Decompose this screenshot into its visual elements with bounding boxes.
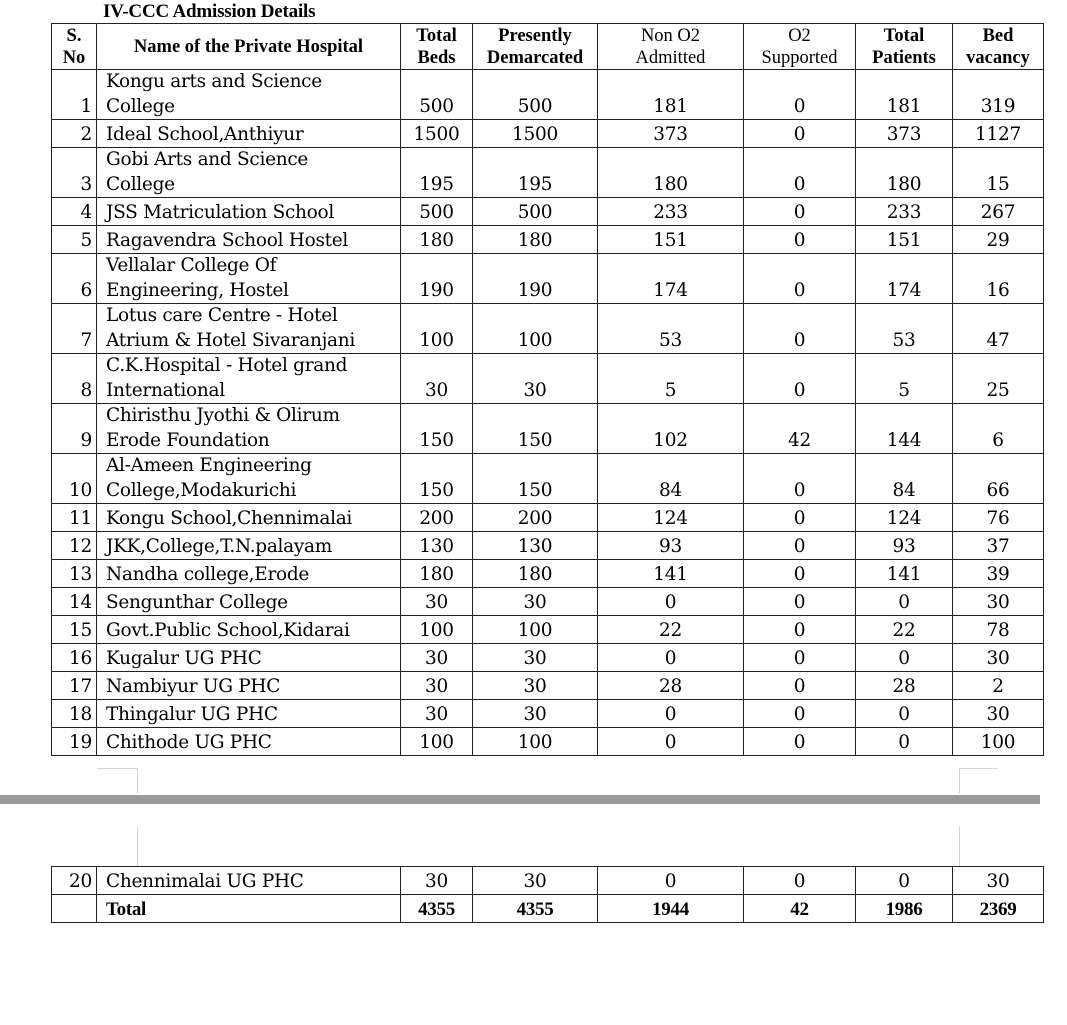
row-sno: 15	[52, 616, 97, 644]
row-presently-demarcated: 30	[473, 588, 598, 616]
row-presently-demarcated: 500	[473, 198, 598, 226]
row-non-o2-admitted: 28	[598, 672, 744, 700]
row-bed-vacancy: 66	[953, 454, 1044, 504]
table-row	[52, 198, 1044, 226]
row-total-patients: 22	[856, 616, 953, 644]
row-non-o2-admitted: 0	[598, 700, 744, 728]
row-total-patients: 5	[856, 354, 953, 404]
row-total-patients: 0	[856, 588, 953, 616]
row-sno: 8	[52, 354, 97, 404]
table-row	[52, 504, 1044, 532]
row-hospital-name: Ragavendra School Hostel	[97, 226, 401, 254]
header-total-patients: Total Patients	[856, 24, 953, 70]
row-hospital-name: Vellalar College Of Engineering, Hostel	[97, 254, 401, 304]
row-total-beds: 195	[401, 148, 473, 198]
row-total-patients: 93	[856, 532, 953, 560]
row-total-patients: 84	[856, 454, 953, 504]
row-hospital-name: Kugalur UG PHC	[97, 644, 401, 672]
row-bed-vacancy: 319	[953, 70, 1044, 120]
row-non-o2-admitted: 22	[598, 616, 744, 644]
row-total-beds: 30	[401, 644, 473, 672]
row-bed-vacancy: 2	[953, 672, 1044, 700]
row-presently-demarcated: 30	[473, 354, 598, 404]
row-sno: 2	[52, 120, 97, 148]
row-sno: 10	[52, 454, 97, 504]
row-total-beds: 180	[401, 560, 473, 588]
header-sno: S. No	[52, 24, 97, 70]
row-sno: 6	[52, 254, 97, 304]
total-patients: 1986	[856, 895, 953, 923]
header-non-o2-admitted: Non O2 Admitted	[598, 24, 744, 70]
row-hospital-name: Nandha college,Erode	[97, 560, 401, 588]
row-presently-demarcated: 130	[473, 532, 598, 560]
total-non-o2: 1944	[598, 895, 744, 923]
row-total-beds: 30	[401, 700, 473, 728]
row-total-patients: 124	[856, 504, 953, 532]
row-presently-demarcated: 100	[473, 728, 598, 756]
row-o2-supported: 0	[744, 226, 856, 254]
row-total-beds: 500	[401, 70, 473, 120]
row-total-patients: 174	[856, 254, 953, 304]
page-corner-mark	[959, 768, 998, 793]
table-row	[52, 588, 1044, 616]
row-o2-supported: 0	[744, 304, 856, 354]
row-bed-vacancy: 47	[953, 304, 1044, 354]
row-non-o2-admitted: 93	[598, 532, 744, 560]
row-bed-vacancy: 37	[953, 532, 1044, 560]
row-o2-supported: 0	[744, 120, 856, 148]
row-bed-vacancy: 16	[953, 254, 1044, 304]
row-hospital-name: JSS Matriculation School	[97, 198, 401, 226]
header-bed-vacancy: Bed vacancy	[953, 24, 1044, 70]
row-hospital-name: Lotus care Centre - Hotel Atrium & Hotel Sivaranjani	[97, 304, 401, 354]
row-non-o2-admitted: 373	[598, 120, 744, 148]
table-row	[52, 616, 1044, 644]
row-non-o2-admitted: 53	[598, 304, 744, 354]
row-o2-supported: 0	[744, 532, 856, 560]
row-bed-vacancy: 25	[953, 354, 1044, 404]
row-non-o2-admitted: 5	[598, 354, 744, 404]
row-hospital-name: Ideal School,Anthiyur	[97, 120, 401, 148]
row-presently-demarcated: 150	[473, 454, 598, 504]
row-total-beds: 180	[401, 226, 473, 254]
row-presently-demarcated: 1500	[473, 120, 598, 148]
row-bed-vacancy: 76	[953, 504, 1044, 532]
row-presently-demarcated: 100	[473, 304, 598, 354]
row-sno: 3	[52, 148, 97, 198]
row-hospital-name: Nambiyur UG PHC	[97, 672, 401, 700]
row-presently-demarcated: 200	[473, 504, 598, 532]
table-row	[52, 148, 1044, 198]
header-presently-demarcated: Presently Demarcated	[473, 24, 598, 70]
row-sno: 1	[52, 70, 97, 120]
total-demarcated: 4355	[473, 895, 598, 923]
row-sno: 7	[52, 304, 97, 354]
table-row	[52, 254, 1044, 304]
row-o2-supported: 0	[744, 198, 856, 226]
row-o2-supported: 0	[744, 560, 856, 588]
row-presently-demarcated: 150	[473, 404, 598, 454]
row-o2-supported: 0	[744, 728, 856, 756]
row-sno: 13	[52, 560, 97, 588]
row-sno: 17	[52, 672, 97, 700]
row-non-o2-admitted: 124	[598, 504, 744, 532]
admission-table	[51, 23, 1044, 756]
row-total-beds: 100	[401, 616, 473, 644]
table-row	[52, 700, 1044, 728]
table-row	[52, 672, 1044, 700]
row-total-beds: 1500	[401, 120, 473, 148]
row-presently-demarcated: 30	[473, 700, 598, 728]
row-o2-supported: 0	[744, 354, 856, 404]
page-corner-mark	[97, 768, 138, 793]
table-row	[52, 226, 1044, 254]
row-non-o2-admitted: 0	[598, 644, 744, 672]
row-non-o2-admitted: 0	[598, 588, 744, 616]
row-bed-vacancy: 267	[953, 198, 1044, 226]
header-row	[52, 24, 1044, 70]
table-row	[52, 728, 1044, 756]
row-presently-demarcated: 500	[473, 70, 598, 120]
row-non-o2-admitted: 102	[598, 404, 744, 454]
row-presently-demarcated: 180	[473, 560, 598, 588]
table-row	[52, 304, 1044, 354]
row-non-o2-admitted: 174	[598, 254, 744, 304]
row-total-patients: 0	[856, 700, 953, 728]
row-o2-supported: 0	[744, 616, 856, 644]
row-hospital-name: Sengunthar College	[97, 588, 401, 616]
row-sno: 11	[52, 504, 97, 532]
row-bed-vacancy: 78	[953, 616, 1044, 644]
row-total-patients: 0	[856, 644, 953, 672]
row-sno: 9	[52, 404, 97, 454]
row-non-o2-admitted: 233	[598, 198, 744, 226]
row-hospital-name: Chiristhu Jyothi & Olirum Erode Foundation	[97, 404, 401, 454]
row-presently-demarcated: 30	[473, 867, 598, 895]
row-non-o2-admitted: 84	[598, 454, 744, 504]
row-o2-supported: 0	[744, 254, 856, 304]
row-bed-vacancy: 30	[953, 588, 1044, 616]
row-hospital-name: Al-Ameen Engineering College,Modakurichi	[97, 454, 401, 504]
table-row	[52, 644, 1044, 672]
row-total-patients: 0	[856, 728, 953, 756]
row-hospital-name: Govt.Public School,Kidarai	[97, 616, 401, 644]
row-o2-supported: 0	[744, 70, 856, 120]
row-o2-supported: 0	[744, 504, 856, 532]
table-row	[52, 70, 1044, 120]
row-presently-demarcated: 30	[473, 672, 598, 700]
row-total-beds: 30	[401, 354, 473, 404]
row-o2-supported: 0	[744, 867, 856, 895]
row-hospital-name: Kongu School,Chennimalai	[97, 504, 401, 532]
table-row	[52, 404, 1044, 454]
row-non-o2-admitted: 0	[598, 867, 744, 895]
row-presently-demarcated: 100	[473, 616, 598, 644]
admission-table-continued	[51, 866, 1044, 923]
table-row	[52, 354, 1044, 404]
row-bed-vacancy: 100	[953, 728, 1044, 756]
row-hospital-name: Chennimalai UG PHC	[97, 867, 401, 895]
row-bed-vacancy: 30	[953, 644, 1044, 672]
row-sno: 16	[52, 644, 97, 672]
row-total-beds: 100	[401, 304, 473, 354]
table-row	[52, 120, 1044, 148]
table-row	[52, 532, 1044, 560]
row-o2-supported: 0	[744, 644, 856, 672]
row-presently-demarcated: 30	[473, 644, 598, 672]
row-total-beds: 500	[401, 198, 473, 226]
total-o2: 42	[744, 895, 856, 923]
row-non-o2-admitted: 181	[598, 70, 744, 120]
row-total-patients: 181	[856, 70, 953, 120]
table-row	[52, 560, 1044, 588]
table-row	[52, 867, 1044, 895]
row-presently-demarcated: 190	[473, 254, 598, 304]
row-o2-supported: 0	[744, 672, 856, 700]
row-o2-supported: 0	[744, 148, 856, 198]
row-bed-vacancy: 6	[953, 404, 1044, 454]
row-total-beds: 30	[401, 588, 473, 616]
row-total-patients: 28	[856, 672, 953, 700]
document-title: IV-CCC Admission Details	[103, 1, 316, 22]
row-total-patients: 180	[856, 148, 953, 198]
row-non-o2-admitted: 141	[598, 560, 744, 588]
total-sno	[52, 895, 97, 923]
row-sno: 5	[52, 226, 97, 254]
row-hospital-name: Thingalur UG PHC	[97, 700, 401, 728]
row-total-patients: 141	[856, 560, 953, 588]
row-sno: 19	[52, 728, 97, 756]
row-o2-supported: 0	[744, 588, 856, 616]
header-total-beds: Total Beds	[401, 24, 473, 70]
row-total-beds: 190	[401, 254, 473, 304]
row-non-o2-admitted: 180	[598, 148, 744, 198]
row-sno: 14	[52, 588, 97, 616]
row-non-o2-admitted: 151	[598, 226, 744, 254]
row-total-patients: 373	[856, 120, 953, 148]
row-bed-vacancy: 30	[953, 700, 1044, 728]
total-beds: 4355	[401, 895, 473, 923]
row-sno: 4	[52, 198, 97, 226]
row-total-beds: 150	[401, 404, 473, 454]
row-o2-supported: 0	[744, 700, 856, 728]
total-row	[52, 895, 1044, 923]
page-corner-mark	[959, 826, 998, 866]
row-bed-vacancy: 1127	[953, 120, 1044, 148]
row-hospital-name: Kongu arts and Science College	[97, 70, 401, 120]
row-hospital-name: JKK,College,T.N.palayam	[97, 532, 401, 560]
row-o2-supported: 0	[744, 454, 856, 504]
page-break-bar	[0, 795, 1040, 804]
row-total-beds: 30	[401, 672, 473, 700]
row-total-beds: 150	[401, 454, 473, 504]
row-bed-vacancy: 39	[953, 560, 1044, 588]
row-total-patients: 0	[856, 867, 953, 895]
row-total-patients: 144	[856, 404, 953, 454]
row-hospital-name: C.K.Hospital - Hotel grand International	[97, 354, 401, 404]
table-row	[52, 454, 1044, 504]
row-non-o2-admitted: 0	[598, 728, 744, 756]
row-hospital-name: Gobi Arts and Science College	[97, 148, 401, 198]
row-sno: 12	[52, 532, 97, 560]
row-total-beds: 30	[401, 867, 473, 895]
row-hospital-name: Chithode UG PHC	[97, 728, 401, 756]
total-label: Total	[97, 895, 401, 923]
row-total-beds: 130	[401, 532, 473, 560]
header-name: Name of the Private Hospital	[97, 24, 401, 70]
row-total-patients: 233	[856, 198, 953, 226]
row-bed-vacancy: 15	[953, 148, 1044, 198]
row-total-beds: 100	[401, 728, 473, 756]
page-corner-mark	[97, 826, 138, 866]
row-total-patients: 151	[856, 226, 953, 254]
header-o2-supported: O2 Supported	[744, 24, 856, 70]
row-presently-demarcated: 180	[473, 226, 598, 254]
row-total-beds: 200	[401, 504, 473, 532]
total-vacancy: 2369	[953, 895, 1044, 923]
row-o2-supported: 42	[744, 404, 856, 454]
row-total-patients: 53	[856, 304, 953, 354]
row-bed-vacancy: 30	[953, 867, 1044, 895]
row-sno: 20	[52, 867, 97, 895]
row-presently-demarcated: 195	[473, 148, 598, 198]
row-bed-vacancy: 29	[953, 226, 1044, 254]
row-sno: 18	[52, 700, 97, 728]
